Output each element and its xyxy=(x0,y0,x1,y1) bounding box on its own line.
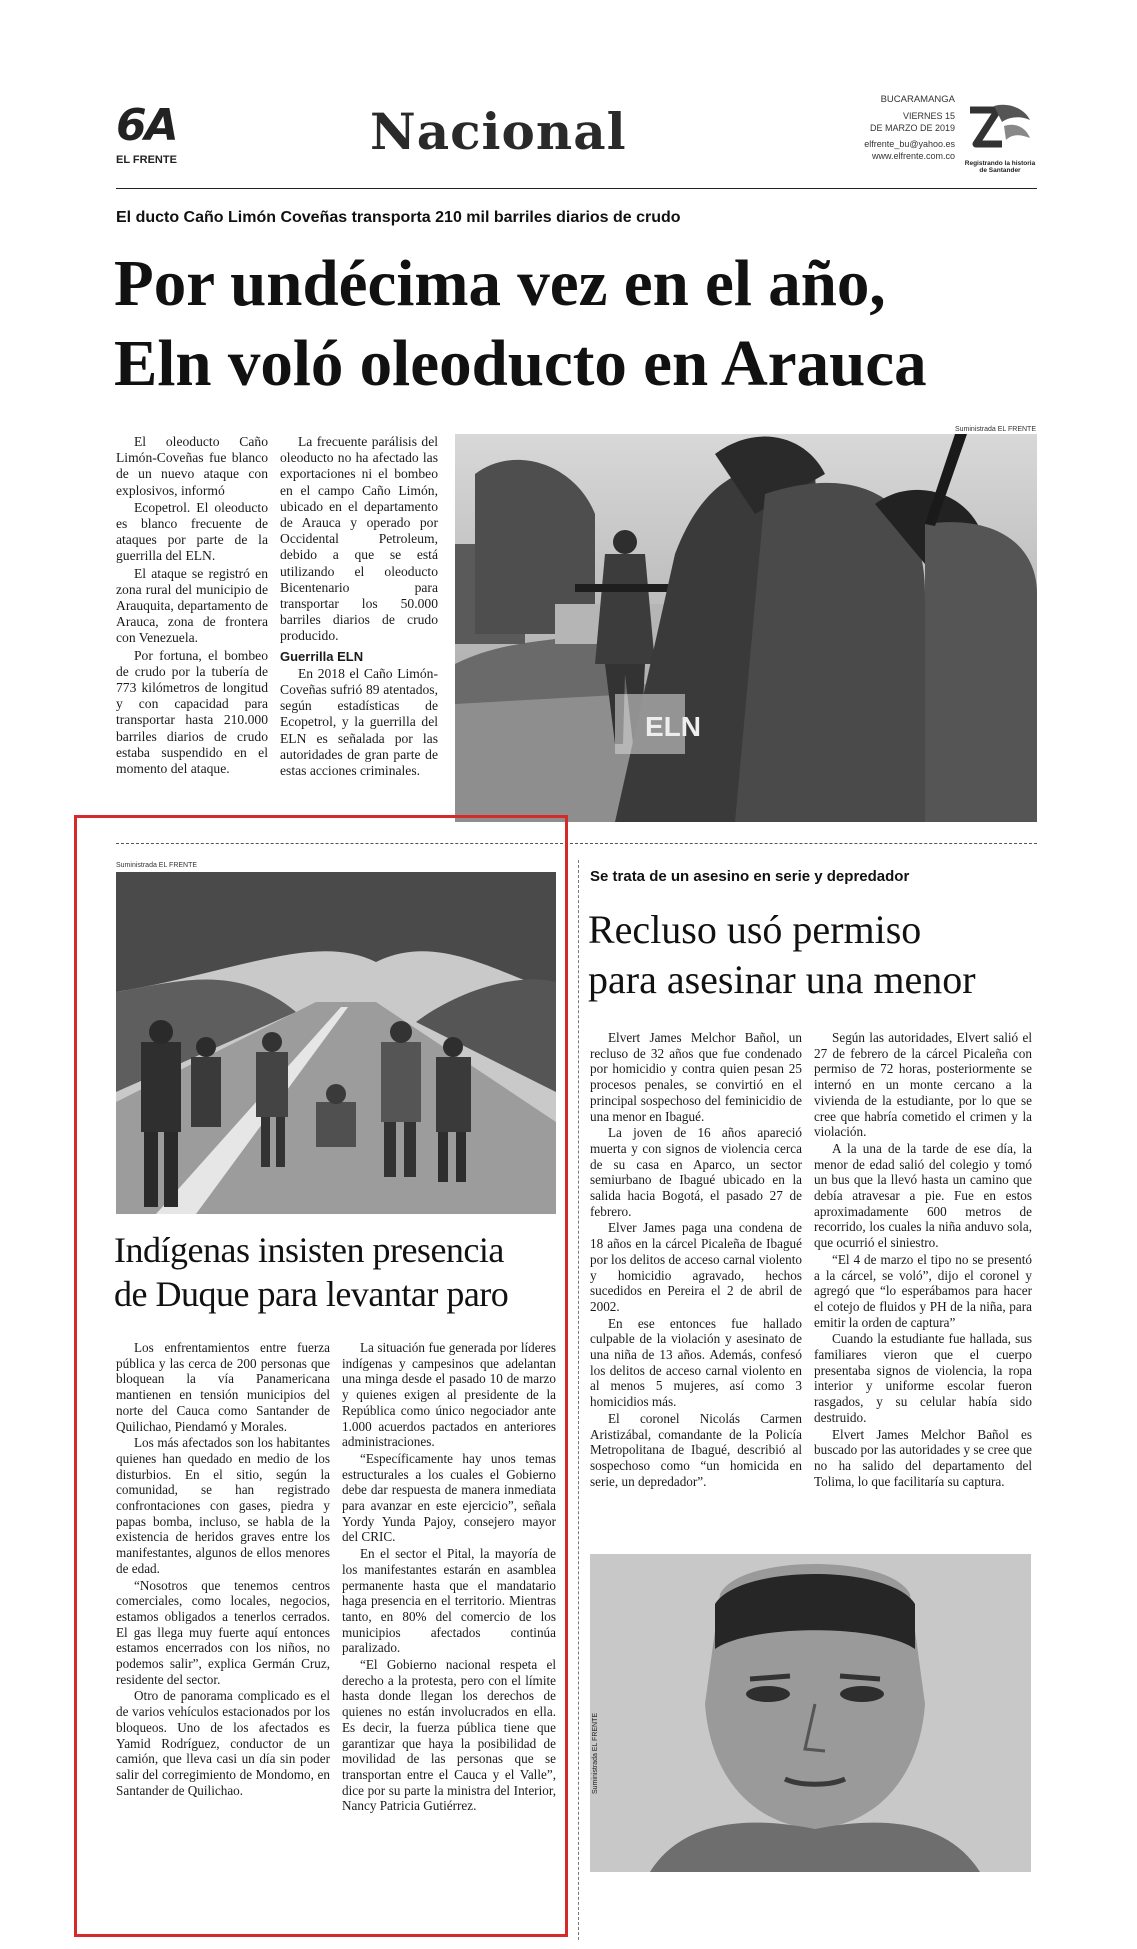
suspect-portrait-icon xyxy=(590,1554,1031,1872)
masthead-rule xyxy=(116,188,1037,189)
recluso-col2-p5: Elvert James Melchor Bañol es buscado por las autoridades y se cree que no ha salido del departamento del Tolima, lo que facilitaría su captura. xyxy=(814,1426,1032,1489)
recluso-headline xyxy=(588,905,1038,1005)
lead-col1-p4: Por fortuna, el bombeo de crudo por la tubería de 773 kilómetros de longitud y con capacidad para transportar hasta 210.000 barriles diarios de crudo estaba suspendido en el momento del ataque. xyxy=(116,647,268,777)
email: elfrente_bu@yahoo.es xyxy=(864,139,955,149)
section-title: Nacional xyxy=(370,102,627,161)
indigenas-column-1 xyxy=(116,1340,330,1872)
suspect-photo-credit: Suministrada EL FRENTE xyxy=(592,1712,599,1794)
indigenas-photo-credit: Suministrada EL FRENTE xyxy=(116,862,198,869)
recluso-col1-p2: La joven de 16 años apareció muerta y con signos de violencia cerca de su casa en Aparco, un sector semiurbano de Ibagué ubicado en la salida hacia Bogotá, el pasado 27 de febrero. xyxy=(590,1125,802,1219)
column-divider xyxy=(578,860,579,1940)
recluso-col1-p1: Elvert James Melchor Bañol, un recluso de 32 años que fue condenado por homicidio y contra quien pesan 25 procesos penales, se convirtió en el principal sospechoso del feminicidio de una menor en Ibagué. xyxy=(590,1030,802,1124)
indigenas-col1-p3: “Nosotros que tenemos centros comerciales, como locales, negocios, estamos obligados a tenerlos cerrados. El gas llega muy fuerte aquí entonces estamos encerrados con los niños, no podemos salir”, explica Germán Cruz, residente del sector. xyxy=(116,1577,330,1687)
lead-col1-p1: El oleoducto Caño Limón-Coveñas fue blanco de un nuevo ataque con explosivos, informó xyxy=(116,434,268,498)
recluso-column-2 xyxy=(814,1030,1032,1550)
dateline xyxy=(820,94,955,162)
lead-col2-p1: La frecuente parálisis del oleoducto no ha afectado las exportaciones ni el bombeo en el campo Caño Limón, ubicado en el departamento de Arauca y operado por Occidental Petroleum, debido a que se está utilizando el oleoducto Bicentenario para transportar los 50.000 barriles diarios de crudo producido. xyxy=(280,434,438,644)
recluso-col2-p1: Según las autoridades, Elvert salió el 27 de febrero de la cárcel Picaleña con permiso de 72 horas, posteriormente se internó en un monte cercano a la vivienda de la estudiante, por lo que se cree que habría cometido el crimen y la violación. xyxy=(814,1030,1032,1140)
recluso-col1-p5: El coronel Nicolás Carmen Aristizábal, comandante de la Policía Metropolitana de Ibagué, describió al sospechoso como “un homicida en serie, un depredador”. xyxy=(590,1410,802,1489)
recluso-headline-line1: Recluso usó permiso xyxy=(588,907,922,952)
city: BUCARAMANGA xyxy=(880,94,955,105)
lead-col1-p3: El ataque se registró en zona rural del municipio de Arauquita, departamento de Arauca, zona de frontera con Venezuela. xyxy=(116,565,268,646)
logo-emblem-icon xyxy=(964,100,1036,156)
guerrilla-photo-icon xyxy=(455,434,1037,822)
lead-column-1 xyxy=(116,434,268,824)
lead-photo-guerrillas xyxy=(455,434,1037,822)
lead-col1-p2: Ecopetrol. El oleoducto es blanco frecuente de ataques por parte de la guerrilla del ELN. xyxy=(116,499,268,564)
lead-col2-p2: En 2018 el Caño Limón-Coveñas sufrió 89 atentados, según estadísticas de Ecopetrol, y la guerrilla del ELN es señalada por las autoridades de gran parte de estas acciones criminales. xyxy=(280,665,438,779)
paper-name: EL FRENTE xyxy=(116,154,177,166)
date-weekday: VIERNES 15 xyxy=(902,111,955,121)
recluso-column-1 xyxy=(590,1030,802,1550)
lead-photo-credit: Suministrada EL FRENTE xyxy=(954,426,1036,433)
logo-tagline: Registrando la historia de Santander xyxy=(964,160,1036,174)
indigenas-headline xyxy=(114,1228,564,1316)
lead-kicker: El ducto Caño Limón Coveñas transporta 210 mil barriles diarios de crudo xyxy=(116,209,681,226)
indigenas-col2-p1: La situación fue generada por líderes indígenas y campesinos que adelantan una minga desde el pasado 10 de marzo y quienes exigen al presidente de la República como único negociador ante 1.000 acuerdos pactados en anteriores administraciones. xyxy=(342,1340,556,1450)
recluso-col2-p2: A la una de la tarde de ese día, la menor de edad salió del colegio y tomó un bus que la llevó hasta un camino que debía atravesar a pie. Fue en estos aproximadamente 600 metros de recorrido, los cuales la niña anduvo sola, que ocurrió el siniestro. xyxy=(814,1140,1032,1251)
lead-headline-line2: Eln voló oleoducto en Arauca xyxy=(114,327,927,400)
eln-patch-text: ELN xyxy=(645,711,701,742)
indigenas-col1-p4: Otro de panorama complicado es el de varios vehículos estacionados por los bloqueos. Uno de los afectados es Yamid Rodríguez, conductor de un camión, que lleva casi un día sin poder salir del corregimiento de Mondomo, en Santander de Quilichao. xyxy=(116,1688,330,1798)
suspect-photo xyxy=(590,1554,1031,1872)
page-number: 6A xyxy=(116,100,177,151)
indigenas-column-2 xyxy=(342,1340,556,1872)
lead-headline xyxy=(114,244,1030,404)
indigenas-col2-p2: “Específicamente hay unos temas estructurales a los cuales el Gobierno debe dar respuesta de manera inmediata para avanzar en este ejercicio”, señala Yordy Yunda Pajoy, consejero mayor del CRIC. xyxy=(342,1450,556,1545)
indigenas-col1-p1: Los enfrentamientos entre fuerza pública y las cerca de 200 personas que bloquean la vía Panamericana mantienen en tensión municipios del norte del Cauca como Santander de Quilichao, Piendamó y Morales. xyxy=(116,1340,330,1434)
recluso-col2-p3: “El 4 de marzo el tipo no se presentó a la cárcel, se voló”, dijo el coronel y agregó que “lo esperábamos para hacer el cotejo de fluidos y PH de la niña, para emitir la orden de captura” xyxy=(814,1251,1032,1330)
recluso-headline-line2: para asesinar una menor xyxy=(588,957,976,1002)
recluso-col2-p4: Cuando la estudiante fue hallada, sus familiares vieron que el cuerpo presentaba signos de violencia, la ropa interior y uniforme escolar fueron rasgados, y su celular había sido destruido. xyxy=(814,1331,1032,1425)
lead-column-2 xyxy=(280,434,438,824)
date-month-year: DE MARZO DE 2019 xyxy=(869,123,955,133)
recluso-kicker: Se trata de un asesino en serie y depredador xyxy=(590,868,910,885)
indigenas-headline-line1: Indígenas insisten presencia xyxy=(114,1230,504,1270)
indigenas-photo xyxy=(116,872,556,1214)
indigenas-col2-p3: En el sector el Pital, la mayoría de los manifestantes estarán en asamblea permanente hasta que el mandatario haga presencia en el territorio. Mientras tanto, en 80% del comercio de los municipios afectados continúa paralizado. xyxy=(342,1546,556,1656)
indigenas-col1-p2: Los más afectados son los habitantes quienes han quedado en medio de los disturbios. En el sitio, según la comunidad, se han registrado confrontaciones con gases, piedra y papas bomba, incluso, se habla de la existencia de heridos graves entre los manifestantes, algunos de ellos menores de edad. xyxy=(116,1435,330,1576)
recluso-col1-p3: Elver James paga una condena de 18 años en la cárcel Picaleña de Ibagué por los delitos de acceso carnal violento y homicidio agravado, hechos sucedidos en Pereira el 2 de abril de 2002. xyxy=(590,1220,802,1314)
indigenas-col2-p4: “El Gobierno nacional respeta el derecho a la protesta, pero con el límite hasta donde llegan los derechos de quienes no están involucrados en ella. Es decir, la fuerza pública tiene que garantizar que haya la posibilidad de movilidad de las personas que se transportan entre el Cauca y el Valle”, dice por su parte la ministra del Interior, Nancy Patricia Gutiérrez. xyxy=(342,1657,556,1814)
lead-headline-line1: Por undécima vez en el año, xyxy=(114,247,886,320)
anniversary-logo xyxy=(964,100,1036,174)
indigenas-headline-line2: de Duque para levantar paro xyxy=(114,1274,509,1314)
website: www.elfrente.com.co xyxy=(871,151,955,161)
lead-col2-subhead: Guerrilla ELN xyxy=(280,648,364,664)
indigenous-protesters-photo-icon xyxy=(116,872,556,1214)
recluso-col1-p4: En ese entonces fue hallado culpable de la violación y asesinato de una niña de 13 años. Además, confesó los delitos de acceso carnal violento en al menos 5 mujeres, así como 3 homicidios más. xyxy=(590,1315,802,1410)
